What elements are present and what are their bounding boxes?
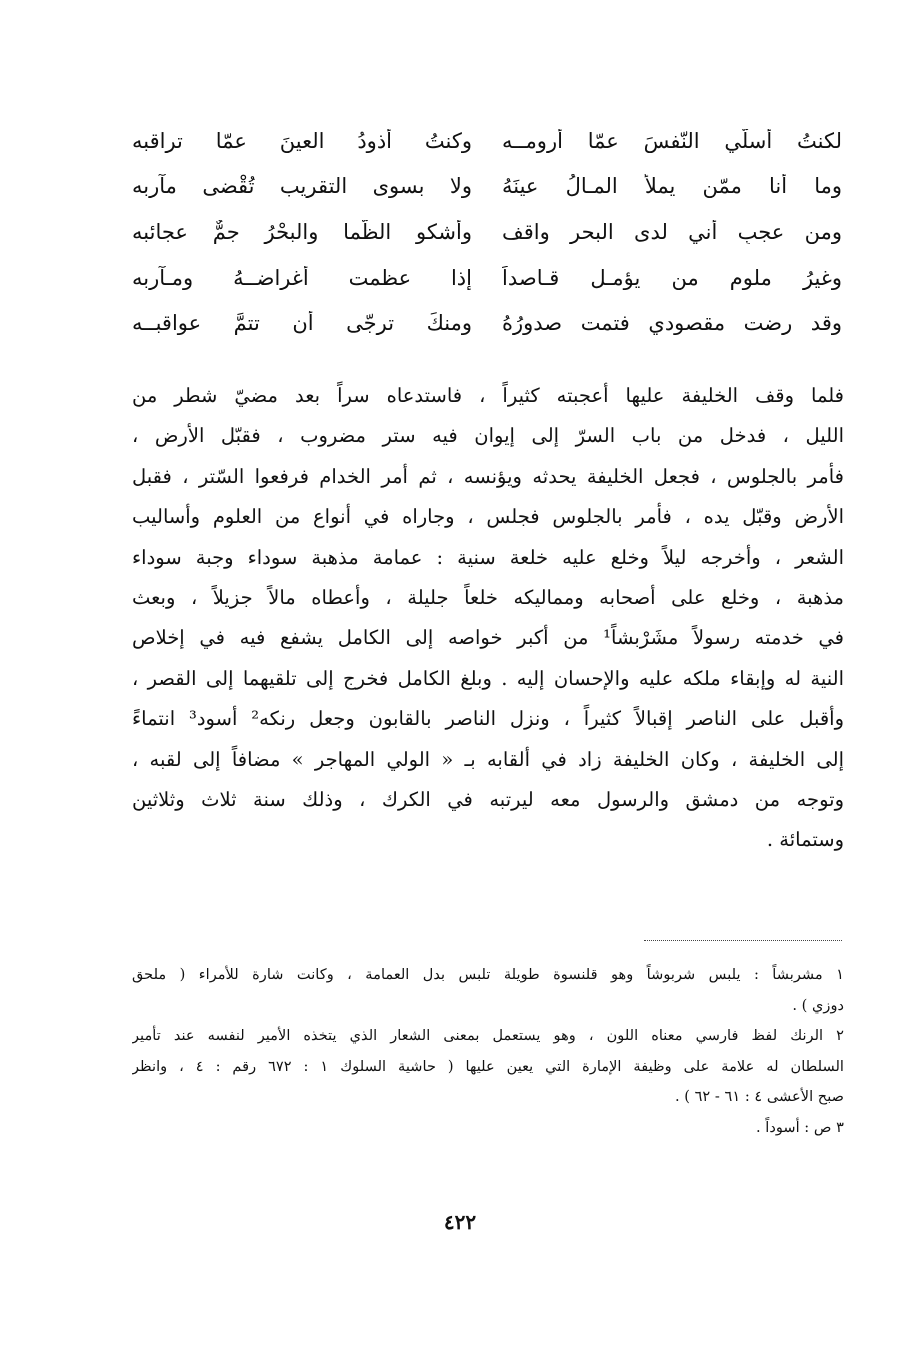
- verse-second-hemistich: وأشكو الظّما والبحْرُ جمٌّ عجائبه: [132, 219, 472, 244]
- prose-line: الليل ، فدخل من باب السرّ إلى إيوان فيه ستر مضروب ، فقبّل الأرض ،: [132, 424, 844, 448]
- prose-line: وأقبل على الناصر إقبالاً كثيراً ، ونزل الناصر بالقابون وجعل رنكه² أسود³ انتماءً: [132, 707, 844, 731]
- verse-line: [132, 118, 842, 164]
- verse-first-hemistich: لكنتُ أُسلّي النّفسَ عمّا أُرومــه: [502, 128, 842, 153]
- prose-paragraph: [132, 376, 844, 861]
- footnote-line: دوزي ) .: [792, 996, 844, 1014]
- verse-second-hemistich: ومنكَ ترجّى أن تتمَّ عواقبــه: [132, 311, 472, 336]
- footnote-line: ٢ الرنك لفظ فارسي معناه اللون ، وهو يستعمل بمعنى الشعار الذي يتخذه الأمير لنفسه عند تأمير: [132, 1027, 844, 1045]
- verse-line: [132, 255, 842, 301]
- verse-first-hemistich: ومن عجبٍ أني لدى البحر واقف: [502, 219, 842, 244]
- verse-second-hemistich: ولا بسوى التقريب تُقْضى مآربه: [132, 174, 472, 199]
- prose-line: وتوجه من دمشق والرسول معه ليرتبه في الكرك ، وذلك سنة ثلاث وثلاثين: [132, 787, 844, 811]
- prose-line: فأمر بالجلوس ، فجعل الخليفة يحدثه ويؤنسه ، ثم أمر الخدام فرفعوا السّتر ، فقبل: [132, 464, 844, 488]
- verse-first-hemistich: وغيرُ ملومٍ من يؤمـل قـاصداً: [502, 265, 842, 290]
- verse-second-hemistich: وكنتُ أذودُ العينَ عمّا تراقبه: [132, 128, 472, 153]
- footnotes: [132, 960, 844, 1144]
- prose-line: وستمائة .: [766, 828, 844, 852]
- footnote-line: صبح الأعشى ٤ : ٦١ - ٦٢ ) .: [674, 1088, 844, 1106]
- footnote-line: ١ مشربشاً : يلبس شربوشاً وهو قلنسوة طويلة تلبس بدل العمامة ، وكانت شارة للأمراء ( ملحق: [132, 966, 844, 983]
- prose-line: النية له وإبقاء ملكه عليه والإحسان إليه . وبلغ الكامل فخرج إلى تلقيهما إلى القصر ،: [132, 666, 844, 690]
- prose-line: في خدمته رسولاً مشَرْبشاً¹ من أكبر خواصه إلى الكامل يشفع فيه في إخلاص: [132, 626, 844, 650]
- verse-first-hemistich: وقد رضت مقصودي فتمت صدورُهُ: [502, 311, 842, 336]
- verse-line: [132, 300, 842, 346]
- verse-line: [132, 209, 842, 255]
- footnote-line: ٣ ص : أسوداً .: [756, 1118, 844, 1136]
- verse-line: [132, 164, 842, 210]
- footnote-line: السلطان له علامة على وظيفة الإمارة التي يعين عليها ( حاشية السلوك ١ : ٦٧٢ رقم : ٤ ، وانظر: [132, 1057, 844, 1075]
- verse-first-hemistich: وما أنا ممّن يملأُ المـالُ عينَهُ: [502, 174, 842, 199]
- poem-block: [132, 118, 842, 346]
- prose-line: الشعر ، وأخرجه ليلاً وخلع عليه خلعة سنية : عمامة مذهبة سوداء وجبة سوداء: [132, 545, 844, 569]
- footnote-separator: [644, 940, 842, 941]
- prose-line: الأرض وقبّل يده ، فأمر بالجلوس فجلس ، وجاراه في أنواع من العلوم وأساليب: [132, 505, 844, 529]
- page-number: ٤٢٢: [443, 1210, 477, 1234]
- prose-line: مذهبة ، وخلع على أصحابه ومماليكه خلعاً جليلة ، وأعطاه مالاً جزيلاً ، وبعث: [132, 585, 844, 609]
- prose-line: إلى الخليفة ، وكان الخليفة زاد في ألقابه بـ « الولي المهاجر » مضافاً إلى لقبه ،: [132, 747, 844, 771]
- verse-second-hemistich: إذا عظمت أغراضــهُ ومـآربه: [132, 265, 472, 290]
- prose-line: فلما وقف الخليفة عليها أعجبته كثيراً ، فاستدعاه سراً بعد مضيّ شطر من: [132, 384, 844, 407]
